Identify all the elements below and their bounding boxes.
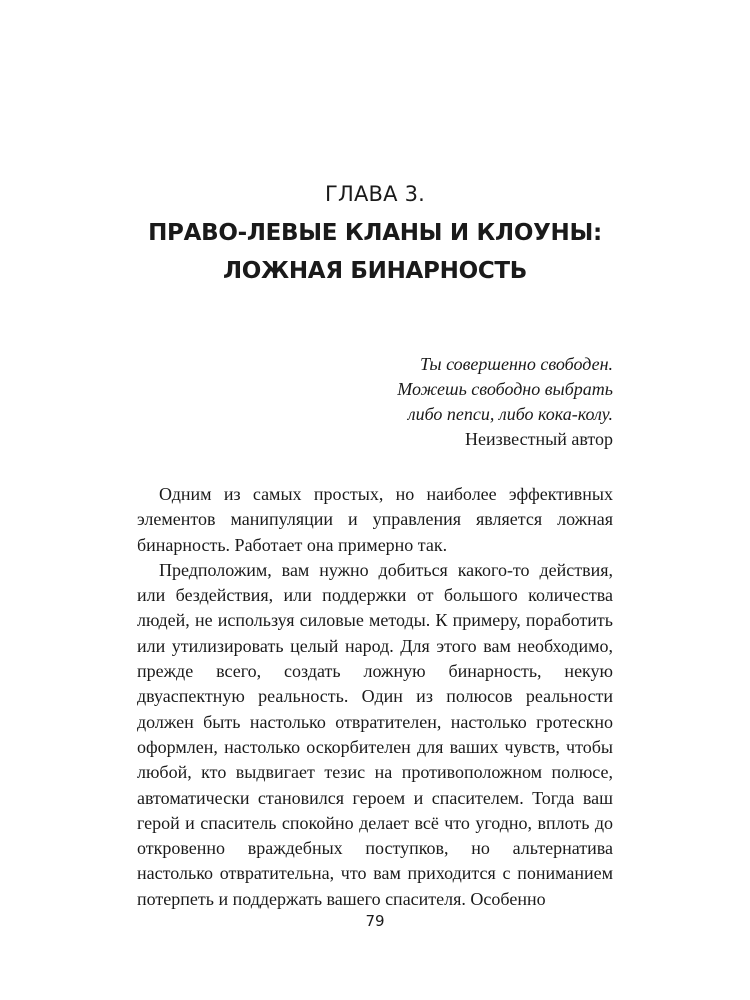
epigraph-line: Можешь свободно выбрать [397, 379, 613, 399]
paragraph: Одним из самых простых, но наиболее эффективных элементов манипуляции и управления является ложная бинарность. Работает она примерно так. [137, 484, 613, 555]
page-number: 79 [365, 912, 385, 930]
chapter-title-line-2: ЛОЖНАЯ БИНАРНОСТЬ [222, 258, 528, 284]
paragraph: Предположим, вам нужно добиться какого-то действия, или бездействия, или поддержки от большого количества людей, не используя силовые методы. К примеру, поработить или утилизировать целый народ. Для этого вам необходимо, прежде всего, создать ложную бинарность, некую двуаспектную реальность. Один из полюсов реальности должен быть настолько отвратителен, настолько гротескно оформлен, настолько оскорбителен для ваших чувств, чтобы любой, кто выдвигает тезис на противоположном полюсе, автоматически становился героем и спасителем. Тогда ваш герой и спаситель спокойно делает всё что угодно, вплоть до откровенно враждебных поступков, но альтернатива настолько отвратительна, что вам приходится с пониманием потерпеть и поддержать вашего спасителя. Особенно [137, 559, 613, 909]
epigraph-line: либо пепси, либо кока-колу. [407, 404, 613, 424]
chapter-label: ГЛАВА 3. [324, 182, 426, 206]
epigraph-line: Ты совершенно свободен. [420, 354, 613, 374]
epigraph [397, 352, 613, 452]
epigraph-author: Неизвестный автор [465, 429, 613, 449]
body-text [137, 482, 613, 912]
chapter-title-line-1: ПРАВО-ЛЕВЫЕ КЛАНЫ И КЛОУНЫ: [148, 220, 602, 246]
